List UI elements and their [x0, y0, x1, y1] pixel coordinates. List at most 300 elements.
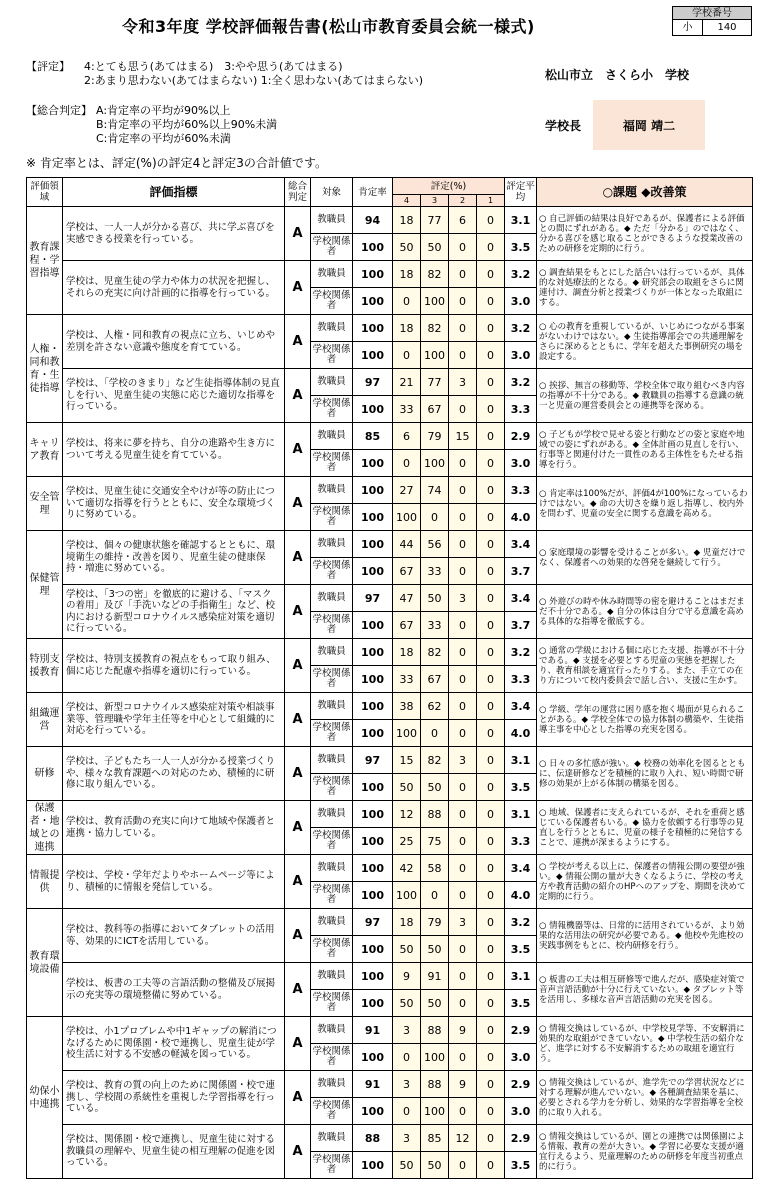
overall-judgment: A	[285, 1071, 311, 1125]
eval-2: 3	[449, 585, 477, 612]
indicator-text: 学校は、板書の工夫等の言語活動の整備及び展掲示の充実等の環境整備に努めている。	[63, 963, 285, 1017]
affirmative-rate: 100	[353, 882, 393, 909]
table-row	[27, 693, 753, 720]
rating-legend-line2: 2:あまり思わない(あてはまらない) 1:全く思わない(あてはまらない)	[84, 74, 424, 87]
school-number: 140	[717, 22, 737, 33]
eval-3: 77	[421, 369, 449, 396]
eval-3: 62	[421, 693, 449, 720]
eval-4: 50	[393, 990, 421, 1017]
indicator-text: 学校は、「学校のきまり」など生徒指導体制の見直しを行い、児童生徒の実態に応じた適切な指導を行っている。	[63, 369, 285, 423]
target-group: 学校関係者	[311, 1152, 353, 1179]
indicator-text: 学校は、児童生徒に交通安全やけが等の防止について適切な指導を行うとともに、安全な環境づくりに努めている。	[63, 477, 285, 531]
eval-1: 0	[477, 261, 505, 288]
target-group: 教職員	[311, 423, 353, 450]
eval-2: 0	[449, 963, 477, 990]
target-group: 学校関係者	[311, 828, 353, 855]
eval-4: 100	[393, 504, 421, 531]
eval-3: 56	[421, 531, 449, 558]
table-row	[27, 531, 753, 558]
eval-2: 15	[449, 423, 477, 450]
eval-3: 100	[421, 450, 449, 477]
eval-1: 0	[477, 990, 505, 1017]
table-row	[27, 315, 753, 342]
eval-2: 12	[449, 1125, 477, 1152]
eval-3: 50	[421, 234, 449, 261]
table-row	[27, 1017, 753, 1044]
eval-average: 3.3	[505, 477, 537, 504]
eval-average: 3.4	[505, 585, 537, 612]
eval-4: 42	[393, 855, 421, 882]
eval-average: 2.9	[505, 1125, 537, 1152]
affirmative-rate: 100	[353, 936, 393, 963]
eval-average: 3.2	[505, 909, 537, 936]
target-group: 教職員	[311, 963, 353, 990]
indicator-text: 学校は、将来に夢を持ち、自分の進路や生き方について考える児童生徒を育てている。	[63, 423, 285, 477]
affirmative-rate: 100	[353, 288, 393, 315]
affirmative-rate: 97	[353, 585, 393, 612]
eval-4: 6	[393, 423, 421, 450]
eval-1: 0	[477, 396, 505, 423]
eval-4: 67	[393, 612, 421, 639]
target-group: 教職員	[311, 855, 353, 882]
affirmative-rate: 100	[353, 531, 393, 558]
eval-3: 50	[421, 936, 449, 963]
header-g4: 4	[393, 195, 421, 207]
affirmative-rate: 100	[353, 801, 393, 828]
affirmative-rate: 100	[353, 963, 393, 990]
area-label: 研修	[27, 747, 63, 801]
indicator-text: 学校は、「3つの密」を徹底的に避ける、「マスクの着用」及び「手洗いなどの手指衛生」など、校内における新型コロナウイルス感染症対策を適切に行っている。	[63, 585, 285, 639]
table-row	[27, 207, 753, 234]
eval-3: 79	[421, 423, 449, 450]
affirmative-rate: 100	[353, 1044, 393, 1071]
header-rate: 肯定率	[353, 178, 393, 207]
eval-2: 0	[449, 558, 477, 585]
eval-average: 3.1	[505, 747, 537, 774]
eval-2: 0	[449, 1044, 477, 1071]
eval-3: 82	[421, 747, 449, 774]
table-row	[27, 909, 753, 936]
area-label: 人権・同和教育・生徒指導	[27, 315, 63, 423]
eval-4: 3	[393, 1017, 421, 1044]
affirmative-rate: 100	[353, 558, 393, 585]
indicator-text: 学校は、個々の健康状態を確認するとともに、環境衛生の維持・改善を図り、児童生徒の健康保持・増進に努めている。	[63, 531, 285, 585]
eval-4: 3	[393, 1125, 421, 1152]
issue-and-measure: ○ 学級、学年の運営に困り感を抱く場面が見られることがある。◆ 学校全体での協力体制の構築や、生徒指導主事を中心とした指導の充実を図る。	[537, 693, 753, 747]
table-row	[27, 801, 753, 828]
eval-1: 0	[477, 936, 505, 963]
eval-3: 88	[421, 1017, 449, 1044]
eval-1: 0	[477, 693, 505, 720]
eval-3: 100	[421, 1044, 449, 1071]
principal-label: 学校長	[545, 118, 582, 133]
affirmative-rate: 91	[353, 1071, 393, 1098]
eval-3: 58	[421, 855, 449, 882]
area-label: 幼保小中連携	[27, 1017, 63, 1179]
issue-and-measure: ○ 情報交換はしているが、進学先での学習状況などに対する理解が進んでいない。◆ 各種調査結果を基に、必要とされる学力を分析し、効果的な学習指導を全校的に取り入れる。	[537, 1071, 753, 1125]
issue-and-measure: ○ 心の教育を重視しているが、いじめにつながる事案がないわけではない。◆ 生徒指導部会での共通理解をさらに深めるとともに、学年を超えた事例研究の場を設定する。	[537, 315, 753, 369]
table-row	[27, 261, 753, 288]
table-row	[27, 747, 753, 774]
eval-4: 25	[393, 828, 421, 855]
target-group: 教職員	[311, 1017, 353, 1044]
target-group: 教職員	[311, 261, 353, 288]
eval-2: 3	[449, 369, 477, 396]
eval-2: 0	[449, 504, 477, 531]
overall-judgment: A	[285, 369, 311, 423]
overall-judgment: A	[285, 1125, 311, 1179]
eval-1: 0	[477, 639, 505, 666]
eval-average: 4.0	[505, 720, 537, 747]
page-title: 令和3年度 学校評価報告書(松山市教育委員会統一様式)	[122, 17, 535, 36]
eval-4: 21	[393, 369, 421, 396]
eval-3: 75	[421, 828, 449, 855]
affirmative-rate: 100	[353, 774, 393, 801]
issue-and-measure: ○ 情報機器等は、日常的に活用されているが、より効果的な活用法の研究が必要である。◆ 他校や先進校の実践事例をもとに、校内研修を行う。	[537, 909, 753, 963]
eval-1: 0	[477, 801, 505, 828]
eval-4: 9	[393, 963, 421, 990]
table-row	[27, 1125, 753, 1152]
affirmative-rate: 100	[353, 990, 393, 1017]
eval-average: 3.7	[505, 612, 537, 639]
eval-4: 18	[393, 909, 421, 936]
eval-3: 82	[421, 261, 449, 288]
target-group: 教職員	[311, 909, 353, 936]
overall-judgment: A	[285, 747, 311, 801]
eval-3: 100	[421, 342, 449, 369]
overall-judgment: A	[285, 801, 311, 855]
eval-4: 0	[393, 342, 421, 369]
eval-average: 3.5	[505, 936, 537, 963]
eval-4: 27	[393, 477, 421, 504]
eval-3: 50	[421, 990, 449, 1017]
overall-legend-label: 【総合判定】	[26, 104, 92, 117]
target-group: 教職員	[311, 477, 353, 504]
table-row	[27, 855, 753, 882]
eval-2: 0	[449, 1098, 477, 1125]
principal-name: 福岡 靖二	[593, 100, 705, 150]
eval-3: 33	[421, 558, 449, 585]
eval-average: 4.0	[505, 882, 537, 909]
target-group: 学校関係者	[311, 504, 353, 531]
eval-1: 0	[477, 855, 505, 882]
affirmative-rate: 94	[353, 207, 393, 234]
indicator-text: 学校は、特別支援教育の視点をもって取り組み、個に応じた配慮や指導を適切に行っている。	[63, 639, 285, 693]
eval-average: 3.5	[505, 774, 537, 801]
affirmative-rate: 100	[353, 477, 393, 504]
eval-2: 0	[449, 882, 477, 909]
eval-4: 18	[393, 639, 421, 666]
issue-and-measure: ○ 地域、保護者に支えられているが、それを重荷と感じている保護者もいる。◆ 協力を依頼する行事等の見直しを行うとともに、児童の様子を積極的に発信することで、連携が深まるようにする。	[537, 801, 753, 855]
overall-judgment: A	[285, 261, 311, 315]
overall-legend	[26, 104, 277, 146]
header-avg: 評定平均	[505, 178, 537, 207]
eval-2: 0	[449, 342, 477, 369]
issue-and-measure: ○ 子どもが学校で見せる姿と行動などの姿と家庭や地域での姿にずれがある。◆ 全体計画の見直しを行い、行事等と関連付けた一貫性のある主体性をもたせる指導を行う。	[537, 423, 753, 477]
target-group: 教職員	[311, 693, 353, 720]
eval-2: 0	[449, 990, 477, 1017]
target-group: 学校関係者	[311, 396, 353, 423]
eval-4: 3	[393, 1071, 421, 1098]
area-label: 安全管理	[27, 477, 63, 531]
rating-legend-line1: 4:とても思う(あてはまる) 3:やや思う(あてはまる)	[84, 60, 343, 73]
eval-average: 3.4	[505, 693, 537, 720]
affirmative-rate: 100	[353, 396, 393, 423]
eval-2: 0	[449, 450, 477, 477]
eval-average: 3.3	[505, 828, 537, 855]
target-group: 学校関係者	[311, 720, 353, 747]
eval-average: 2.9	[505, 423, 537, 450]
eval-1: 0	[477, 585, 505, 612]
eval-4: 0	[393, 450, 421, 477]
eval-average: 3.2	[505, 261, 537, 288]
eval-4: 38	[393, 693, 421, 720]
eval-1: 0	[477, 342, 505, 369]
indicator-text: 学校は、小1プロブレムや中1ギャップの解消につなげるために関係園・校で連携し、児童生徒が学校生活に対する不安感の軽減を図っている。	[63, 1017, 285, 1071]
table-row	[27, 963, 753, 990]
target-group: 教職員	[311, 369, 353, 396]
issue-and-measure: ○ 調査結果をもとにした話合いは行っているが、具体的な対処療法的となる。◆ 研究部会の取組をさらに関連付け、調査分析と授業づくりが一体となった取組にする。	[537, 261, 753, 315]
table-row	[27, 369, 753, 396]
overall-judgment: A	[285, 315, 311, 369]
eval-1: 0	[477, 720, 505, 747]
eval-average: 2.9	[505, 1071, 537, 1098]
eval-2: 0	[449, 855, 477, 882]
eval-average: 3.5	[505, 234, 537, 261]
area-label: 保健管理	[27, 531, 63, 639]
target-group: 学校関係者	[311, 342, 353, 369]
school-label: さくら小	[605, 68, 654, 82]
eval-1: 0	[477, 1071, 505, 1098]
target-group: 教職員	[311, 531, 353, 558]
eval-4: 33	[393, 666, 421, 693]
eval-3: 0	[421, 504, 449, 531]
issue-and-measure: ○ 通常の学級における個に応じた支援、指導が不十分である。◆ 支援を必要とする児童の実態を把握したり、教育相談を適宜行ったりする。また、手立ての在り方について校内委員会で話し合い、支援に生かす。	[537, 639, 753, 693]
overall-judgment: A	[285, 585, 311, 639]
area-label: 教育環境設備	[27, 909, 63, 1017]
header-kadai: ○課題 ◆改善策	[537, 178, 753, 207]
eval-1: 0	[477, 909, 505, 936]
target-group: 教職員	[311, 207, 353, 234]
overall-judgment: A	[285, 207, 311, 261]
eval-1: 0	[477, 1125, 505, 1152]
eval-4: 33	[393, 396, 421, 423]
affirmative-rate: 100	[353, 612, 393, 639]
eval-1: 0	[477, 558, 505, 585]
affirmative-rate: 100	[353, 720, 393, 747]
issue-and-measure: ○ 家庭環境の影響を受けることが多い。◆ 児童だけでなく、保護者への効果的な啓発を継続して行う。	[537, 531, 753, 585]
affirmative-rate: 85	[353, 423, 393, 450]
indicator-text: 学校は、子どもたち一人一人が分かる授業づくりや、様々な教育課題への対応のため、積極的に研修に取り組んでいる。	[63, 747, 285, 801]
principal	[545, 100, 705, 150]
eval-2: 9	[449, 1071, 477, 1098]
affirmative-rate: 100	[353, 855, 393, 882]
issue-and-measure: ○ 肯定率は100%だが、評価4が100%になっているわけではない。◆ 命の大切さを繰り返し指導し、校内外を問わず、児童の安全に関する意識を高める。	[537, 477, 753, 531]
eval-1: 0	[477, 315, 505, 342]
eval-4: 50	[393, 1152, 421, 1179]
eval-1: 0	[477, 666, 505, 693]
target-group: 学校関係者	[311, 558, 353, 585]
rating-legend	[26, 60, 423, 88]
table-row	[27, 1071, 753, 1098]
eval-3: 67	[421, 666, 449, 693]
issue-and-measure: ○ 学校が考える以上に、保護者の情報公開の要望が強い。◆ 情報公開の量が大きくなるように、学校の考え方や教育活動の紹介のHPへのアップを、期間を決めて定期的に行う。	[537, 855, 753, 909]
target-group: 教職員	[311, 1071, 353, 1098]
issue-and-measure: ○ 板書の工夫は相互研修等で進んだが、感染症対策で音声言語活動が十分に行えていない。◆ タブレット等を活用し、多様な音声言語活動の充実を図る。	[537, 963, 753, 1017]
indicator-text: 学校は、学校・学年だよりやホームページ等により、積極的に情報を発信している。	[63, 855, 285, 909]
header-g3: 3	[421, 195, 449, 207]
overall-judgment: A	[285, 423, 311, 477]
eval-average: 3.0	[505, 1098, 537, 1125]
eval-1: 0	[477, 450, 505, 477]
eval-average: 3.4	[505, 531, 537, 558]
area-label: 組織運営	[27, 693, 63, 747]
eval-3: 67	[421, 396, 449, 423]
eval-3: 91	[421, 963, 449, 990]
target-group: 学校関係者	[311, 234, 353, 261]
eval-2: 0	[449, 261, 477, 288]
eval-average: 3.3	[505, 666, 537, 693]
evaluation-body	[27, 207, 753, 1179]
target-group: 学校関係者	[311, 936, 353, 963]
indicator-text: 学校は、人権・同和教育の視点に立ち、いじめや差別を許さない意識や態度を育てている。	[63, 315, 285, 369]
target-group: 教職員	[311, 315, 353, 342]
affirmative-rate: 97	[353, 909, 393, 936]
overall-judgment: A	[285, 531, 311, 585]
eval-2: 0	[449, 1152, 477, 1179]
eval-4: 0	[393, 1098, 421, 1125]
overall-judgment: A	[285, 477, 311, 531]
eval-4: 15	[393, 747, 421, 774]
eval-average: 3.1	[505, 801, 537, 828]
target-group: 学校関係者	[311, 288, 353, 315]
eval-3: 0	[421, 720, 449, 747]
eval-average: 3.2	[505, 639, 537, 666]
target-group: 教職員	[311, 585, 353, 612]
school-type: 小	[673, 20, 703, 35]
eval-4: 47	[393, 585, 421, 612]
eval-2: 0	[449, 774, 477, 801]
eval-1: 0	[477, 1044, 505, 1071]
eval-average: 3.0	[505, 342, 537, 369]
eval-1: 0	[477, 882, 505, 909]
issue-and-measure: ○ 外遊びの時や休み時間等の密を避けることはまだまだ不十分である。◆ 自分の体は自分で守る意識を高める具体的な指導を徹底する。	[537, 585, 753, 639]
eval-2: 0	[449, 666, 477, 693]
eval-1: 0	[477, 1098, 505, 1125]
area-label: 情報提供	[27, 855, 63, 909]
eval-1: 0	[477, 423, 505, 450]
eval-1: 0	[477, 288, 505, 315]
issue-and-measure: ○ 挨拶、無言の移動等、学校全体で取り組むべき内容の指導が不十分である。◆ 教職員の指導する意識の統一と児童の運営委員会との連携等を深める。	[537, 369, 753, 423]
eval-2: 0	[449, 315, 477, 342]
eval-1: 0	[477, 504, 505, 531]
note: ※ 肯定率とは、評定(%)の評定4と評定3の合計値です。	[26, 156, 327, 170]
issue-and-measure: ○ 自己評価の結果は良好であるが、保護者による評価との間にずれがある。◆ ただ「分かる」のではなく、分かる喜びを感じ取ることができるような授業改善のための研修を定期的に行う。	[537, 207, 753, 261]
affirmative-rate: 100	[353, 828, 393, 855]
eval-2: 0	[449, 801, 477, 828]
affirmative-rate: 88	[353, 1125, 393, 1152]
target-group: 教職員	[311, 639, 353, 666]
affirmative-rate: 100	[353, 342, 393, 369]
affirmative-rate: 100	[353, 261, 393, 288]
eval-average: 3.1	[505, 207, 537, 234]
eval-2: 3	[449, 909, 477, 936]
affirmative-rate: 91	[353, 1017, 393, 1044]
indicator-text: 学校は、児童生徒の学力や体力の状況を把握し、それらの充実に向け計画的に指導を行っている。	[63, 261, 285, 315]
target-group: 学校関係者	[311, 774, 353, 801]
eval-2: 0	[449, 936, 477, 963]
eval-3: 82	[421, 639, 449, 666]
indicator-text: 学校は、教科等の指導においてタブレットの活用等、効果的にICTを活用している。	[63, 909, 285, 963]
affirmative-rate: 100	[353, 1152, 393, 1179]
eval-3: 50	[421, 585, 449, 612]
eval-4: 67	[393, 558, 421, 585]
overall-judgment: A	[285, 855, 311, 909]
affirmative-rate: 97	[353, 747, 393, 774]
eval-3: 79	[421, 909, 449, 936]
eval-average: 3.3	[505, 396, 537, 423]
header-target: 対象	[311, 178, 353, 207]
overall-a: A:肯定率の平均が90%以上	[96, 104, 231, 117]
eval-3: 0	[421, 882, 449, 909]
eval-3: 82	[421, 315, 449, 342]
target-group: 学校関係者	[311, 450, 353, 477]
affirmative-rate: 100	[353, 504, 393, 531]
affirmative-rate: 100	[353, 666, 393, 693]
eval-2: 0	[449, 693, 477, 720]
eval-4: 0	[393, 1044, 421, 1071]
target-group: 教職員	[311, 801, 353, 828]
eval-4: 44	[393, 531, 421, 558]
eval-2: 0	[449, 396, 477, 423]
eval-1: 0	[477, 612, 505, 639]
rating-legend-label: 【評定】	[26, 60, 70, 73]
eval-4: 50	[393, 774, 421, 801]
table-row	[27, 585, 753, 612]
eval-3: 50	[421, 774, 449, 801]
eval-average: 3.4	[505, 855, 537, 882]
school-name	[545, 66, 689, 83]
eval-3: 100	[421, 1098, 449, 1125]
table-row	[27, 477, 753, 504]
eval-average: 3.0	[505, 1044, 537, 1071]
eval-2: 3	[449, 747, 477, 774]
school-suffix: 学校	[665, 68, 690, 82]
indicator-text: 学校は、一人一人が分かる喜び、共に学ぶ喜びを実感できる授業を行っている。	[63, 207, 285, 261]
eval-2: 0	[449, 639, 477, 666]
eval-4: 18	[393, 207, 421, 234]
eval-average: 3.2	[505, 315, 537, 342]
eval-1: 0	[477, 477, 505, 504]
affirmative-rate: 97	[353, 369, 393, 396]
affirmative-rate: 100	[353, 315, 393, 342]
overall-judgment: A	[285, 693, 311, 747]
eval-average: 3.2	[505, 369, 537, 396]
header-g1: 1	[477, 195, 505, 207]
overall-judgment: A	[285, 963, 311, 1017]
eval-2: 0	[449, 531, 477, 558]
eval-1: 0	[477, 963, 505, 990]
eval-4: 0	[393, 288, 421, 315]
eval-2: 0	[449, 828, 477, 855]
eval-average: 3.0	[505, 288, 537, 315]
eval-average: 3.1	[505, 963, 537, 990]
eval-3: 88	[421, 1071, 449, 1098]
indicator-text: 学校は、関係園・校で連携し、児童生徒に対する教職員の理解や、児童生徒の相互理解の促進を図っている。	[63, 1125, 285, 1179]
eval-4: 12	[393, 801, 421, 828]
eval-2: 9	[449, 1017, 477, 1044]
indicator-text: 学校は、教育活動の充実に向けて地域や保護者と連携・協力している。	[63, 801, 285, 855]
